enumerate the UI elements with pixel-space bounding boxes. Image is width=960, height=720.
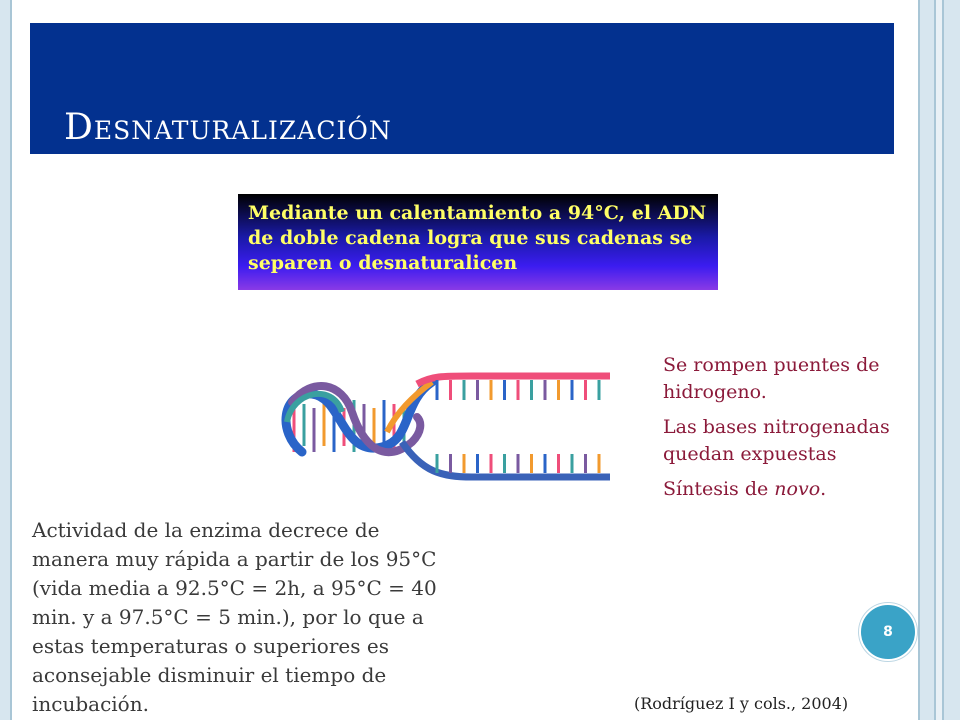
- highlight-box: [238, 194, 718, 290]
- dna-strand-top: [417, 376, 610, 400]
- note-synthesis-prefix: Síntesis de: [663, 478, 775, 500]
- enzyme-activity-text: Actividad de la enzima decrece de manera muy rápida a partir de los 95°C (vida media a 92.5°C = 2h, a 95°C = 40 min. y a 97.5°C = 5 min.), por lo que a estas temperaturas o superiores es aconsejable disminuir el tiempo de incubación.: [32, 518, 437, 716]
- title-bar: [30, 23, 894, 154]
- note-synthesis-suffix: .: [820, 478, 827, 500]
- note-synthesis: [663, 476, 908, 503]
- note-hydrogen-bonds: Se rompen puentes de hidrogeno.: [663, 354, 880, 403]
- citation: (Rodríguez I y cols., 2004): [634, 694, 849, 713]
- note-synthesis-italic: novo: [774, 478, 821, 500]
- denaturation-notes: [663, 352, 908, 511]
- note-bases-exposed: Las bases nitrogenadas quedan expuestas: [663, 416, 890, 465]
- highlight-text: Mediante un calentamiento a 94°C, el ADN de doble cadena logra que sus cadenas se separen o desnaturalicen: [248, 202, 707, 274]
- slide-frame-left: [0, 0, 14, 720]
- dna-denaturation-icon: [272, 372, 612, 482]
- page-number-badge: 8: [859, 603, 917, 661]
- dna-strand-bottom: [402, 442, 610, 477]
- slide-frame-right: [916, 0, 960, 720]
- slide-title: Desnaturalización: [64, 107, 392, 148]
- dna-helix: [286, 382, 432, 452]
